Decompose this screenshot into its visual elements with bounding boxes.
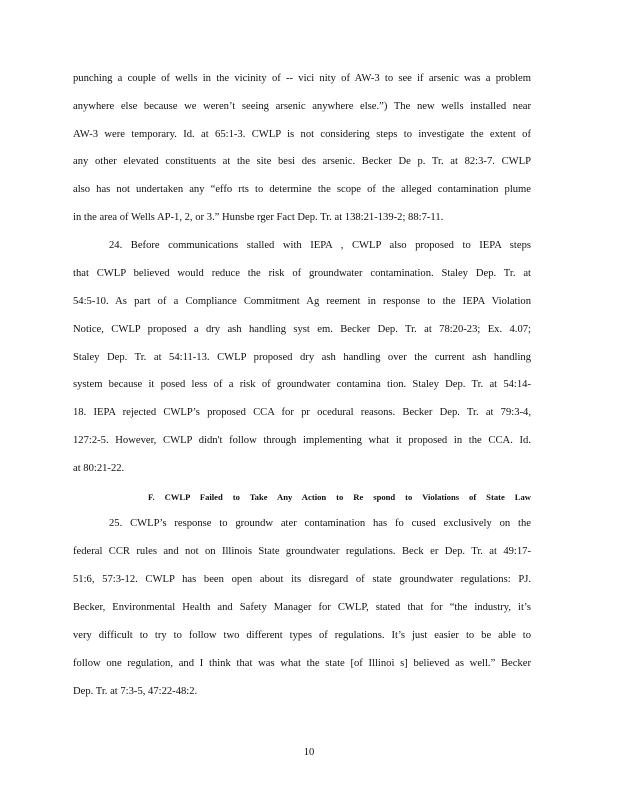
body-line: 54:5-10. As part of a Compliance Commitment Ag reement in response to the IEPA Violation bbox=[73, 296, 531, 307]
paragraph-25-start: 25. CWLP’s response to groundw ater contamination has fo cused exclusively on the bbox=[109, 518, 531, 529]
body-line: at 80:21-22. bbox=[73, 463, 125, 474]
body-line: very difficult to try to follow two different types of regulations. It’s just easier to be able to bbox=[73, 630, 531, 641]
body-line: that CWLP believed would reduce the risk of groundwater contamination. Staley Dep. Tr. at bbox=[73, 268, 531, 279]
body-line: 127:2-5. However, CWLP didn't follow through implementing what it proposed in the CCA. Id. bbox=[73, 435, 531, 446]
body-line: 18. IEPA rejected CWLP’s proposed CCA for pr ocedural reasons. Becker Dep. Tr. at 79:3-4, bbox=[73, 407, 531, 418]
body-line: follow one regulation, and I think that was what the state [of Illinoi s] believed as well.” Becker bbox=[73, 658, 531, 669]
body-line: Notice, CWLP proposed a dry ash handling syst em. Becker Dep. Tr. at 78:20-23; Ex. 4.07; bbox=[73, 324, 531, 335]
body-line: system because it posed less of a risk of groundwater contamina tion. Staley Dep. Tr. at 54:14- bbox=[73, 379, 531, 390]
body-line: in the area of Wells AP-1, 2, or 3.” Hunsbe rger Fact Dep. Tr. at 138:21-139-2; 88:7-11. bbox=[73, 212, 444, 223]
body-line: Staley Dep. Tr. at 54:11-13. CWLP proposed dry ash handling over the current ash handling bbox=[73, 352, 531, 363]
body-line: AW-3 were temporary. Id. at 65:1-3. CWLP is not considering steps to investigate the extent of bbox=[73, 129, 531, 140]
page-number: 10 bbox=[303, 747, 315, 758]
body-line: Dep. Tr. at 7:3-5, 47:22-48:2. bbox=[73, 686, 198, 697]
body-line: any other elevated constituents at the site besi des arsenic. Becker De p. Tr. at 82:3-7. CWLP bbox=[73, 156, 531, 167]
body-line: punching a couple of wells in the vicinity of -- vici nity of AW-3 to see if arsenic was a problem bbox=[73, 73, 531, 84]
paragraph-24-start: 24. Before communications stalled with IEPA , CWLP also proposed to IEPA steps bbox=[109, 240, 531, 251]
body-line: 51:6, 57:3-12. CWLP has been open about its disregard of state groundwater regulations: PJ. bbox=[73, 574, 531, 585]
body-line: also has not undertaken any “effo rts to determine the scope of the alleged contamination plume bbox=[73, 184, 531, 195]
section-heading: F. CWLP Failed to Take Any Action to Re spond to Violations of State Law bbox=[148, 492, 531, 502]
body-line: federal CCR rules and not on Illinois State groundwater regulations. Beck er Dep. Tr. at 49:17- bbox=[73, 546, 531, 557]
body-line: anywhere else because we weren’t seeing arsenic anywhere else.”) The new wells installed near bbox=[73, 101, 531, 112]
body-line: Becker, Environmental Health and Safety Manager for CWLP, stated that for “the industry, it’s bbox=[73, 602, 531, 613]
